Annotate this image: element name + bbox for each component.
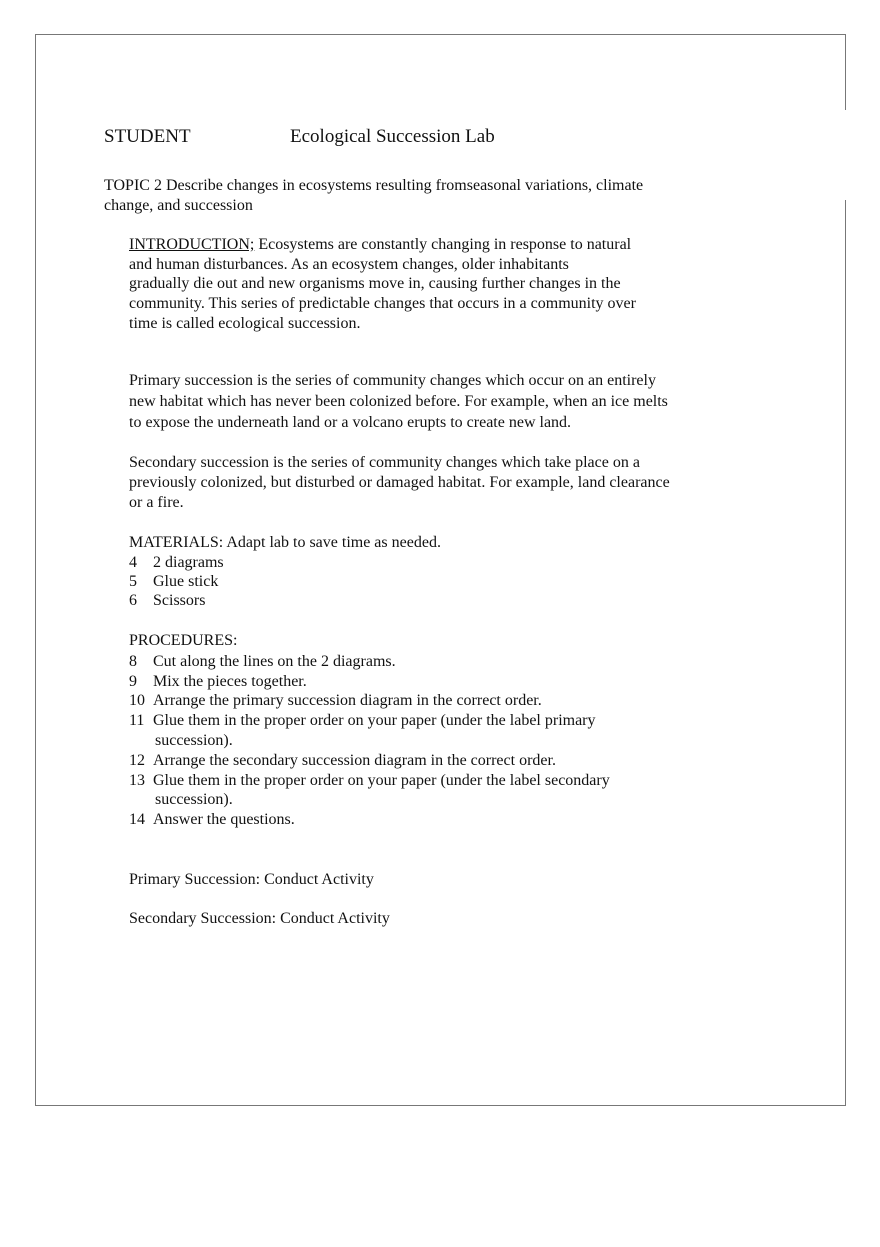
list-text: succession). bbox=[155, 732, 233, 749]
list-text: succession). bbox=[155, 791, 233, 808]
list-text: 2 diagrams bbox=[153, 554, 224, 571]
list-item bbox=[129, 553, 224, 573]
list-text: Arrange the secondary succession diagram in the correct order. bbox=[153, 752, 556, 769]
primary-line-1: Primary succession is the series of community changes which occur on an entirely bbox=[129, 372, 656, 389]
topic-line-1: TOPIC 2 Describe changes in ecosystems resulting fromseasonal variations, climate bbox=[104, 177, 644, 194]
list-number: 13 bbox=[129, 772, 145, 789]
list-item bbox=[129, 672, 307, 692]
secondary-line-3: or a fire. bbox=[129, 494, 184, 511]
list-text: Glue them in the proper order on your paper (under the label secondary bbox=[153, 772, 610, 789]
primary-activity: Primary Succession: Conduct Activity bbox=[129, 871, 374, 888]
list-item-continued bbox=[129, 790, 233, 810]
list-number: 8 bbox=[129, 653, 137, 670]
list-item bbox=[129, 591, 205, 611]
page-border-right-top bbox=[845, 34, 846, 110]
list-number: 5 bbox=[129, 573, 137, 590]
topic-line-2: change, and succession bbox=[104, 197, 253, 214]
intro-line-3: gradually die out and new organisms move in, causing further changes in the bbox=[129, 275, 621, 292]
intro-line-5: time is called ecological succession. bbox=[129, 315, 361, 332]
student-label: STUDENT bbox=[104, 126, 191, 147]
intro-heading: INTRODUCTION; bbox=[129, 236, 255, 253]
list-item bbox=[129, 572, 218, 592]
intro-text-1: Ecosystems are constantly changing in response to natural bbox=[254, 236, 632, 253]
secondary-line-2: previously colonized, but disturbed or damaged habitat. For example, land clearance bbox=[129, 474, 670, 491]
secondary-activity: Secondary Succession: Conduct Activity bbox=[129, 910, 390, 927]
list-number: 12 bbox=[129, 752, 145, 769]
list-text: Mix the pieces together. bbox=[153, 673, 307, 690]
list-text: Cut along the lines on the 2 diagrams. bbox=[153, 653, 396, 670]
list-item bbox=[129, 751, 556, 771]
intro-line-2: and human disturbances. As an ecosystem changes, older inhabitants bbox=[129, 256, 569, 273]
page-title: Ecological Succession Lab bbox=[290, 126, 495, 147]
intro-line-4: community. This series of predictable changes that occurs in a community over bbox=[129, 295, 636, 312]
list-item bbox=[129, 711, 596, 731]
materials-heading: MATERIALS: Adapt lab to save time as needed. bbox=[129, 534, 441, 551]
secondary-line-1: Secondary succession is the series of community changes which take place on a bbox=[129, 454, 640, 471]
list-text: Glue stick bbox=[153, 573, 219, 590]
list-number: 11 bbox=[129, 712, 145, 729]
list-text: Scissors bbox=[153, 592, 206, 609]
list-text: Arrange the primary succession diagram in the correct order. bbox=[153, 692, 542, 709]
list-item bbox=[129, 691, 542, 711]
primary-line-2: new habitat which has never been colonized before. For example, when an ice melts bbox=[129, 393, 668, 410]
list-number: 10 bbox=[129, 692, 145, 709]
list-text: Glue them in the proper order on your paper (under the label primary bbox=[153, 712, 596, 729]
list-number: 14 bbox=[129, 811, 145, 828]
list-text: Answer the questions. bbox=[153, 811, 295, 828]
list-item bbox=[129, 652, 396, 672]
list-number: 4 bbox=[129, 554, 137, 571]
list-item bbox=[129, 810, 295, 830]
list-number: 6 bbox=[129, 592, 137, 609]
list-item-continued bbox=[129, 731, 233, 751]
page-border-right bbox=[845, 200, 846, 1105]
list-number: 9 bbox=[129, 673, 137, 690]
primary-line-3: to expose the underneath land or a volcano erupts to create new land. bbox=[129, 414, 572, 431]
intro-line-1 bbox=[129, 235, 631, 255]
list-item bbox=[129, 771, 610, 791]
procedures-heading: PROCEDURES: bbox=[129, 632, 238, 649]
